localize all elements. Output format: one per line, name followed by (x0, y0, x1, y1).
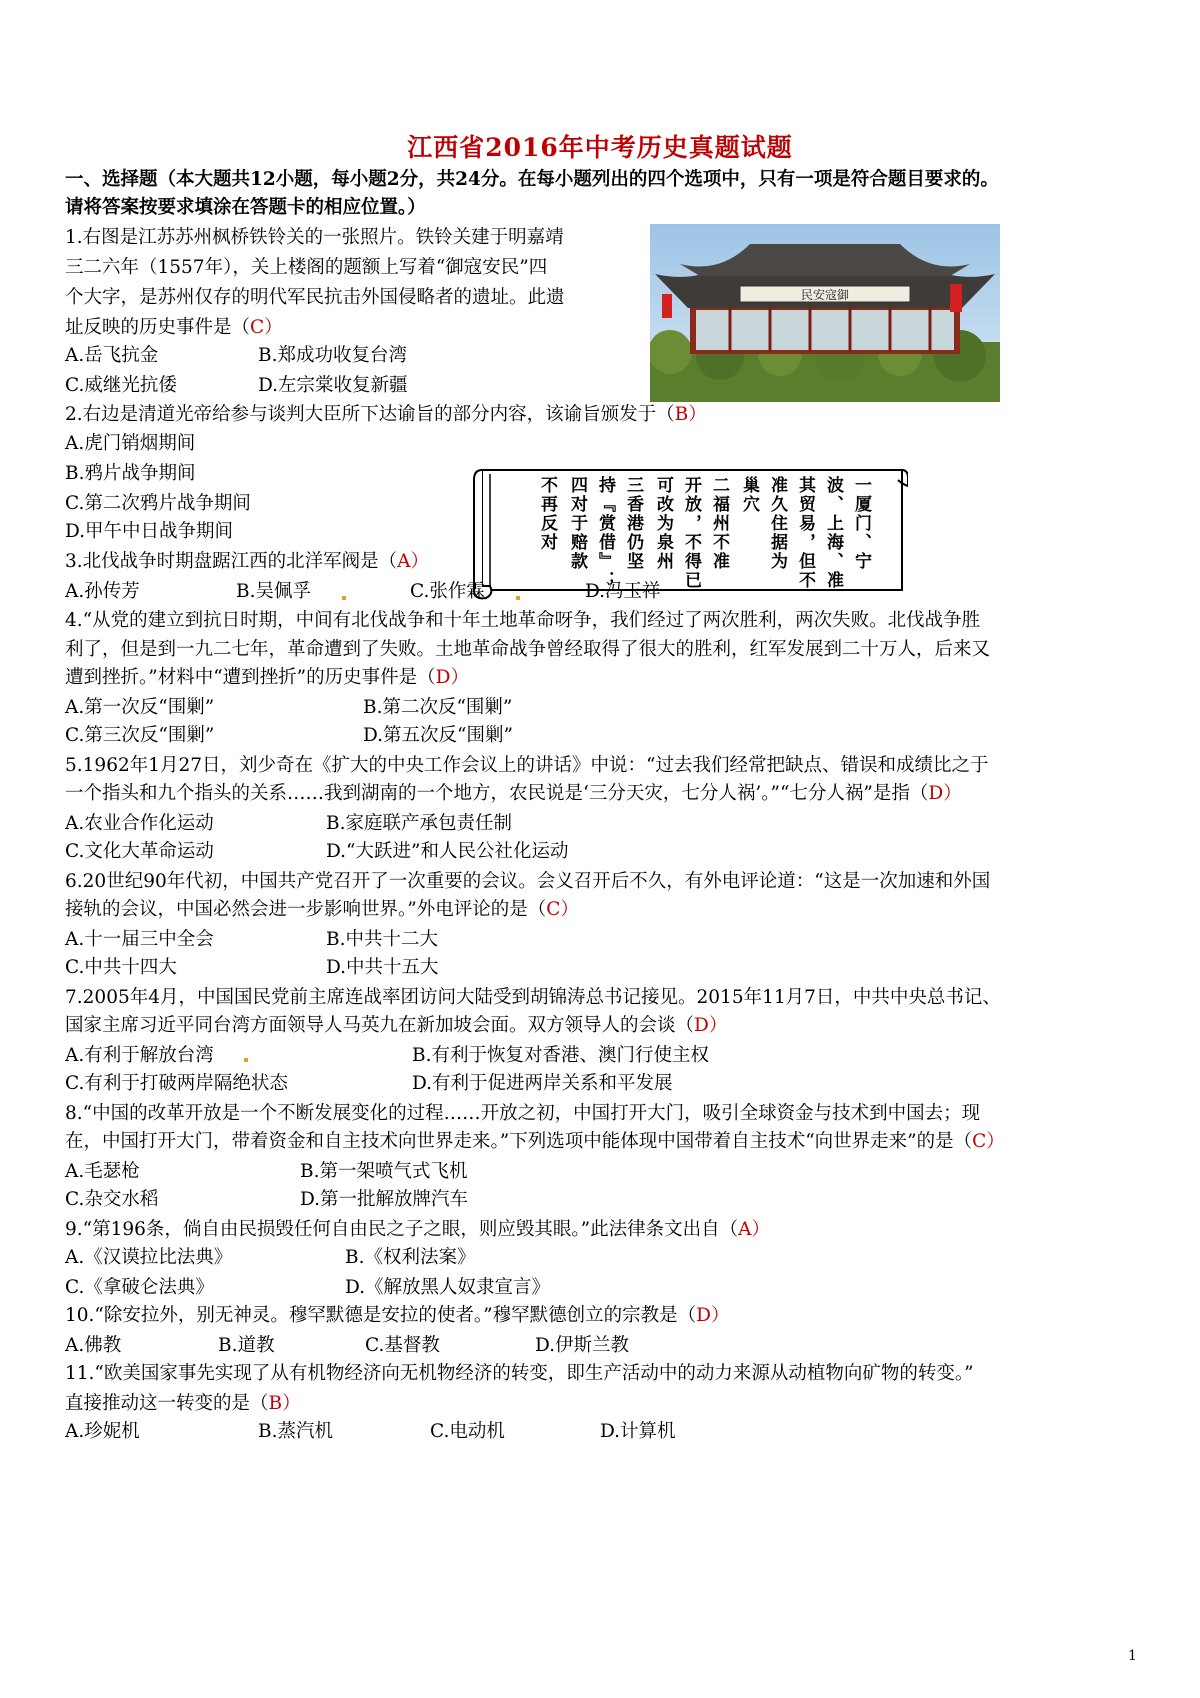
q11-stem: 11.“欧美国家事先实现了从有机物经济向无机物经济的转变，即生产活动中的动力来源从动植物向矿物的转变。” (65, 1363, 974, 1384)
q1-option-d: D.左宗棠收复新疆 (258, 375, 408, 396)
q1-stem: 址反映的历史事件是（ (65, 317, 251, 338)
q2-option-a: A.虎门销烟期间 (65, 433, 196, 454)
edict-col: 一厦门、宁 (851, 476, 871, 571)
q3-answer: A (397, 551, 411, 572)
q2-stem: 2.右边是清道光帝给参与谈判大臣所下达谕旨的部分内容，该谕旨颁发于（ (65, 404, 675, 425)
edict-col: 波、上海、准 (823, 476, 843, 590)
q6-stem: 6.20世纪90年代初，中国共产党召开了一次重要的会议。会义召开后不久，有外电评论道：“这是一次加速和外国 (65, 871, 991, 892)
q11-option-a: A.珍妮机 (65, 1421, 140, 1442)
q7-option-c: C.有利于打破两岸隔绝状态 (65, 1073, 288, 1094)
q10-option-d: D.伊斯兰教 (535, 1335, 630, 1356)
q4-answer: D (435, 667, 451, 688)
edict-col: 开放，不得已 (681, 476, 701, 590)
q3-stem: 3.北伐战争时期盘踞江西的北洋军阀是（ (65, 551, 398, 572)
q5-option-a: A.农业合作化运动 (65, 813, 214, 834)
q10-option-b: B.道教 (218, 1335, 275, 1356)
q8-stem: 在，中国打开大门，带着资金和自主技术向世界走来。”下列选项中能体现中国带着自主技术“向世界走来”的是（ (65, 1131, 973, 1152)
q4-stem: 4.“从党的建立到抗日时期，中间有北伐战争和十年土地革命呀争，我们经过了两次胜利，两次失败。北伐战争胜 (65, 610, 981, 631)
q1-stem: 1.右图是江苏苏州枫桥铁铃关的一张照片。铁铃关建于明嘉靖 (65, 227, 564, 248)
q5-stem: 一个指头和九个指头的关系……我到湖南的一个地方，农民说是‘三分天灾，七分人祸’。”“七分人祸”是指（ (65, 783, 929, 804)
q9-option-a: A.《汉谟拉比法典》 (65, 1247, 233, 1268)
section-instructions-cont: 请将答案按要求填涂在答题卡的相应位置。） (65, 197, 426, 218)
q6-stem: 接轨的会议，中国必然会进一步影响世界。”外电评论的是（ (65, 899, 547, 920)
q11-option-b: B.蒸汽机 (258, 1421, 333, 1442)
q4-stem: 遭到挫折。”材料中“遭到挫折”的历史事件是（ (65, 667, 436, 688)
q10-stem: 10.“除安拉外，别无神灵。穆罕默德是安拉的使者。”穆罕默德创立的宗教是（ (65, 1305, 697, 1326)
q9-option-d: D.《解放黑人奴隶宣言》 (345, 1277, 551, 1298)
edict-col: 三香港仍坚 (623, 476, 643, 571)
edict-col: 不再反对 (537, 476, 557, 552)
q5-answer: D (928, 783, 944, 804)
q10-answer: D (696, 1305, 711, 1326)
q1-stem: 三二六年（1557年），关上楼阁的题额上写着“御寇安民”四 (65, 257, 548, 278)
q9-stem: 9.“第196条，倘自由民损毁任何自由民之子之眼，则应毁其眼。”此法律条文出自（ (65, 1219, 739, 1240)
q7-option-b: B.有利于恢复对香港、澳门行使主权 (412, 1045, 709, 1066)
q8-option-c: C.杂交水稻 (65, 1189, 159, 1210)
q7-answer: D (694, 1015, 709, 1036)
q2-option-d: D.甲午中日战争期间 (65, 521, 234, 542)
q9-option-c: C.《拿破仑法典》 (65, 1277, 214, 1298)
edict-col: 可改为泉州 (653, 476, 673, 571)
edict-col: 巢穴 (739, 476, 759, 514)
q8-option-a: A.毛瑟枪 (65, 1161, 140, 1182)
q2-option-c: C.第二次鸦片战争期间 (65, 493, 251, 514)
q3-option-a: A.孙传芳 (65, 581, 140, 602)
q5-option-c: C.文化大革命运动 (65, 841, 214, 862)
q5-stem: 5.1962年1月27日，刘少奇在《扩大的中央工作会议上的讲话》中说：“过去我们经常把缺点、错误和成绩比之于 (65, 755, 989, 776)
q6-option-d: D.中共十五大 (326, 957, 439, 978)
q2-option-b: B.鸦片战争期间 (65, 463, 196, 484)
q4-option-c: C.第三次反“围剿” (65, 725, 215, 746)
gate-plaque: 民安寇御 (800, 288, 850, 302)
edict-col: 持『赏借』； (595, 476, 615, 590)
q2-answer: B (674, 404, 689, 425)
q1-option-b: B.郑成功收复台湾 (258, 345, 407, 366)
q11-option-d: D.计算机 (600, 1421, 676, 1442)
q10-option-a: A.佛教 (65, 1335, 122, 1356)
q10-option-c: C.基督教 (365, 1335, 440, 1356)
edict-col: 其贸易，但不 (795, 476, 815, 590)
q1-stem: 个大字，是苏州仅存的明代军民抗击外国侵略者的遗址。此遗 (65, 287, 565, 308)
q1-option-c: C.威继光抗倭 (65, 375, 177, 396)
q11-option-c: C.电动机 (430, 1421, 505, 1442)
q8-option-d: D.第一批解放牌汽车 (300, 1189, 469, 1210)
q5-option-b: B.家庭联产承包责任制 (326, 813, 512, 834)
edict-col: 四对于赔款 (567, 476, 587, 571)
scan-mark (244, 1058, 248, 1062)
tieling-gate-photo (650, 224, 1000, 402)
q3-option-b: B.吴佩孚 (236, 581, 311, 602)
edict-col: 准久住据为 (767, 476, 787, 571)
q7-option-a: A.有利于解放台湾 (65, 1045, 214, 1066)
q4-stem: 利了，但是到一九二七年，革命遭到了失败。土地革命战争曾经取得了很大的胜利，红军发展到二十万人，后来又 (65, 639, 991, 660)
scan-mark (516, 596, 520, 600)
q6-answer: C (546, 899, 561, 920)
q8-stem: 8.“中国的改革开放是一个不断发展变化的过程……开放之初，中国打开大门，吸引全球资金与技术到中国去；现 (65, 1103, 981, 1124)
q4-option-b: B.第二次反“围剿” (363, 697, 513, 718)
q7-stem: 国家主席习近平同台湾方面领导人马英九在新加坡会面。双方领导人的会谈（ (65, 1015, 695, 1036)
q9-option-b: B.《权利法案》 (345, 1247, 476, 1268)
q9-answer: A (738, 1219, 752, 1240)
q6-option-b: B.中共十二大 (326, 929, 438, 950)
page-title: 江西省2016年中考历史真题试题 (407, 133, 793, 162)
q6-option-a: A.十一届三中全会 (65, 929, 214, 950)
q7-stem: 7.2005年4月，中国国民党前主席连战率团访问大陆受到胡锦涛总书记接见。2015年11月7日，中共中央总书记、 (65, 987, 1001, 1008)
q4-option-d: D.第五次反“围剿” (363, 725, 513, 746)
imperial-edict-scroll (472, 462, 908, 602)
edict-col: 二福州不准 (709, 476, 729, 571)
q11-stem: 直接推动这一转变的是（ (65, 1393, 269, 1414)
scan-mark (342, 596, 346, 600)
q3-option-d: D.冯玉祥 (585, 581, 661, 602)
q8-answer: C (972, 1131, 987, 1152)
q3-option-c: C.张作霖 (410, 581, 485, 602)
q7-option-d: D.有利于促进两岸关系和平发展 (412, 1073, 673, 1094)
section-instructions: 一、选择题（本大题共12小题，每小题2分，共24分。在每小题列出的四个选项中，只有一项是符合题目要求的。 (65, 169, 999, 190)
q8-option-b: B.第一架喷气式飞机 (300, 1161, 468, 1182)
q5-option-d: D.“大跃进”和人民公社化运动 (326, 841, 569, 862)
page-number: 1 (1128, 1648, 1137, 1664)
q11-answer: B (268, 1393, 283, 1414)
q1-option-a: A.岳飞抗金 (65, 345, 159, 366)
q4-option-a: A.第一次反“围剿” (65, 697, 215, 718)
q1-answer: C (250, 317, 265, 338)
q6-option-c: C.中共十四大 (65, 957, 177, 978)
